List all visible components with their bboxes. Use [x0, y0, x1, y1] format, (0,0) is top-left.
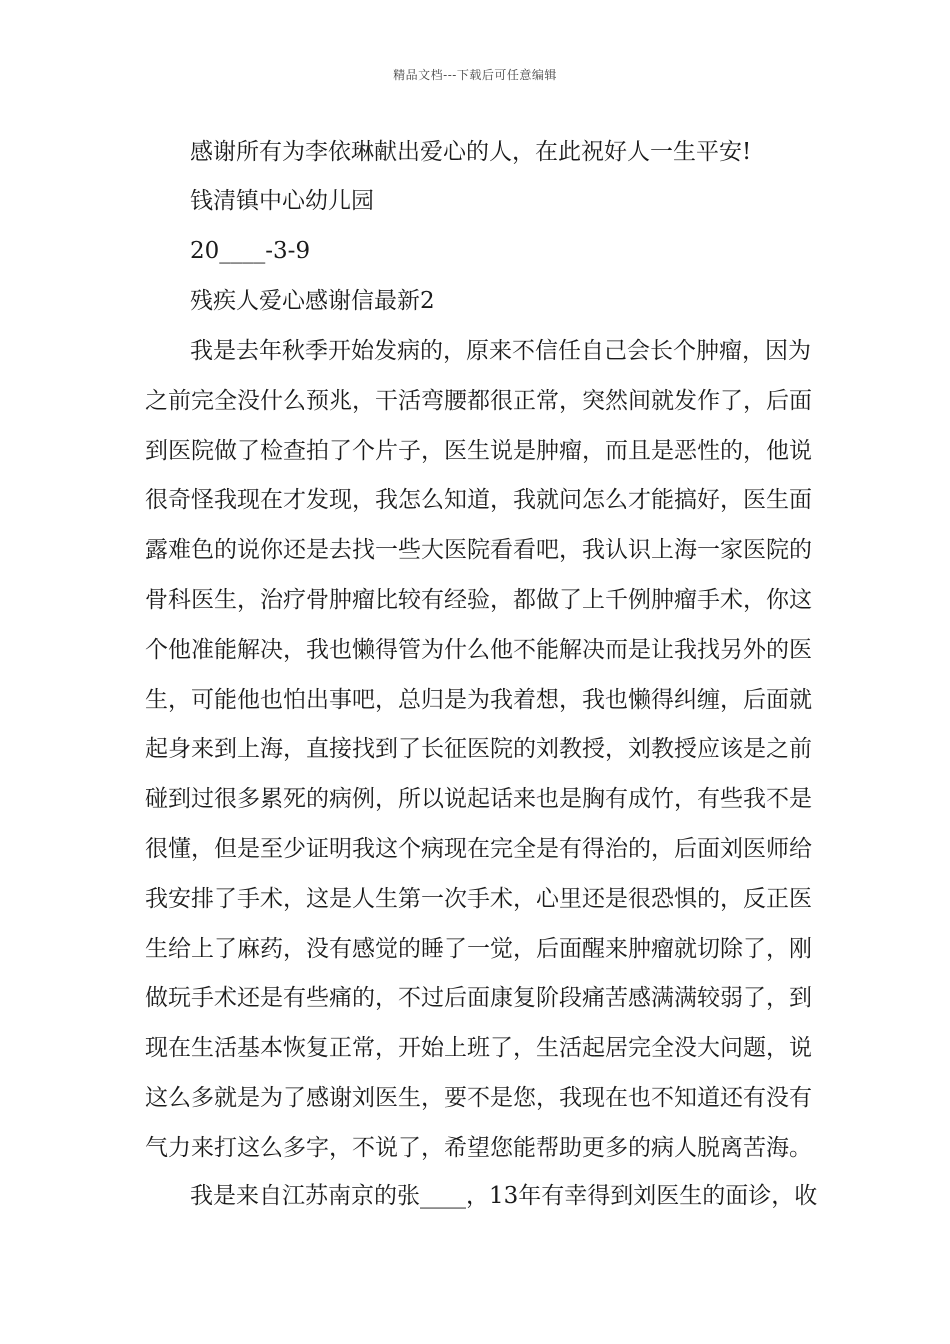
paragraph-line: 露难色的说你还是去找一些大医院看看吧，我认识上海一家医院的: [145, 537, 812, 563]
paragraph-line: 碰到过很多累死的病例，所以说起话来也是胸有成竹，有些我不是: [145, 786, 812, 812]
paragraph-line: 之前完全没什么预兆，干活弯腰都很正常，突然间就发作了，后面: [145, 388, 812, 414]
paragraph-line: 气力来打这么多字，不说了，希望您能帮助更多的病人脱离苦海。: [145, 1135, 812, 1161]
date-line: 20____-3-9: [190, 238, 311, 264]
page-header: 精品文档---下载后可任意编辑: [393, 68, 557, 82]
paragraph-line: 我是来自江苏南京的张____，13年有幸得到刘医生的面诊，收: [190, 1183, 818, 1209]
paragraph-line: 起身来到上海，直接找到了长征医院的刘教授，刘教授应该是之前: [145, 736, 812, 762]
section-title: 残疾人爱心感谢信最新2: [190, 288, 435, 314]
paragraph-line: 现在生活基本恢复正常，开始上班了，生活起居完全没大问题，说: [145, 1035, 812, 1061]
paragraph-line: 很懂，但是至少证明我这个病现在完全是有得治的，后面刘医师给: [145, 836, 812, 862]
paragraph-line: 很奇怪我现在才发现，我怎么知道，我就问怎么才能搞好，医生面: [145, 487, 812, 513]
paragraph-line: 我安排了手术，这是人生第一次手术，心里还是很恐惧的，反正医: [145, 886, 812, 912]
paragraph-line: 我是去年秋季开始发病的，原来不信任自己会长个肿瘤，因为: [190, 338, 811, 364]
paragraph-line: 个他准能解决，我也懒得管为什么他不能解决而是让我找另外的医: [145, 637, 812, 663]
paragraph-line: 生给上了麻药，没有感觉的睡了一觉，后面醒来肿瘤就切除了，刚: [145, 936, 812, 962]
kindergarten-name: 钱清镇中心幼儿园: [190, 188, 374, 214]
paragraph-line: 生，可能他也怕出事吧，总归是为我着想，我也懒得纠缠，后面就: [145, 687, 812, 713]
paragraph-line: 骨科医生，治疗骨肿瘤比较有经验，都做了上千例肿瘤手术，你这: [145, 587, 812, 613]
thanks-line: 感谢所有为李依琳献出爱心的人，在此祝好人一生平安!: [190, 139, 752, 165]
paragraph-line: 到医院做了检查拍了个片子，医生说是肿瘤，而且是恶性的，他说: [145, 438, 812, 464]
paragraph-line: 做玩手术还是有些痛的，不过后面康复阶段痛苦感满满较弱了，到: [145, 985, 812, 1011]
paragraph-line: 这么多就是为了感谢刘医生，要不是您，我现在也不知道还有没有: [145, 1085, 812, 1111]
